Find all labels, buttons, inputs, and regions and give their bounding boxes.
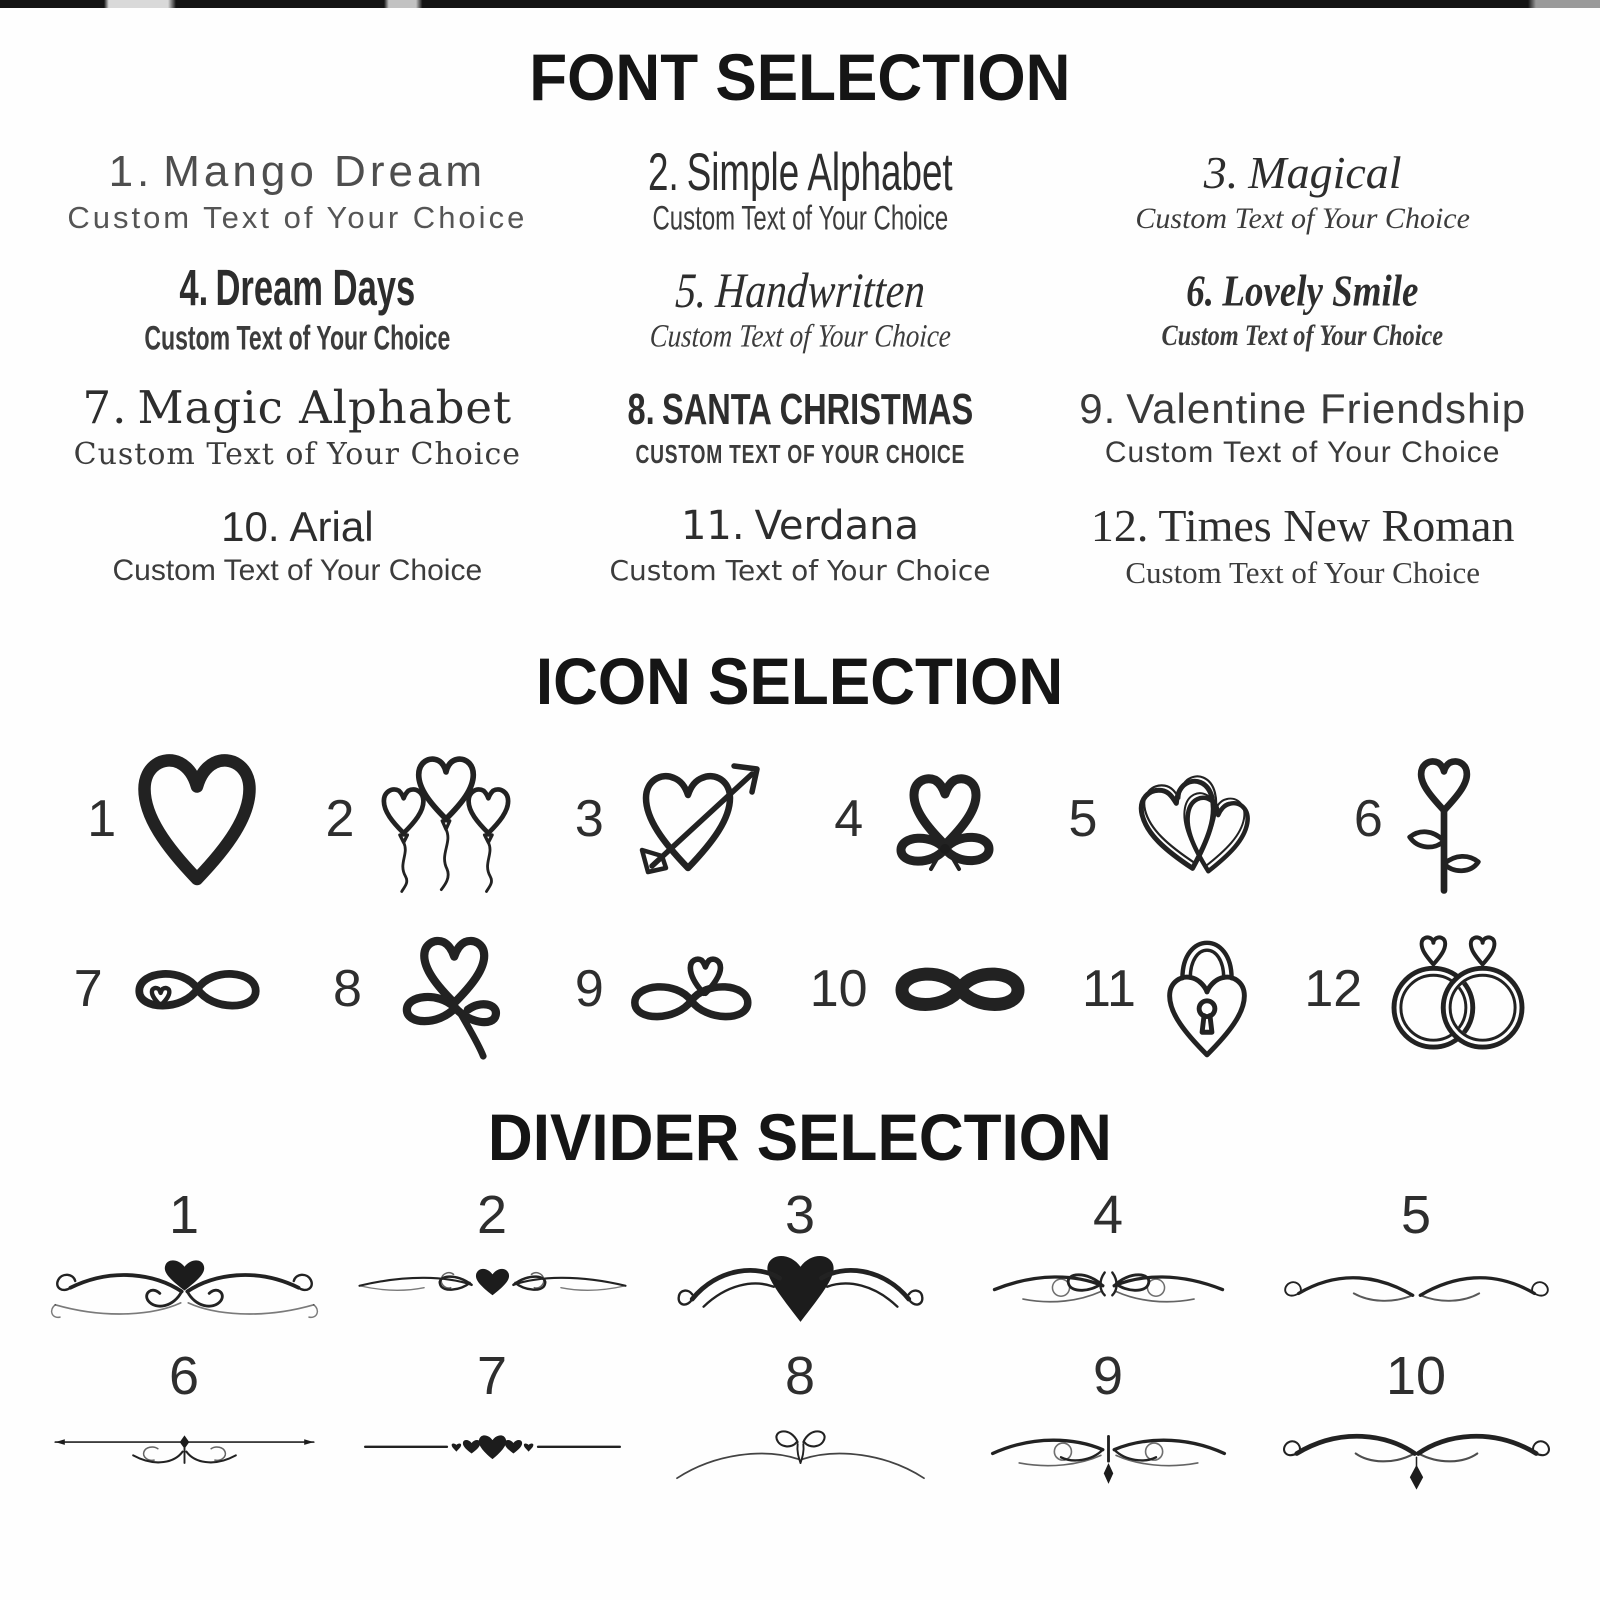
font-name: 3. Magical xyxy=(1203,146,1402,198)
divider-number: 4 xyxy=(1092,1185,1124,1245)
flourish-diamond-divider-icon xyxy=(966,1407,1251,1499)
font-number: 7. xyxy=(82,380,128,434)
font-name: 2. Simple Alphabet xyxy=(647,141,953,202)
double-swirl-divider-icon xyxy=(966,1245,1251,1337)
hearts-line-divider-icon xyxy=(350,1407,635,1499)
icon-option-1 xyxy=(87,744,266,894)
divider-number: 5 xyxy=(1400,1185,1432,1245)
font-name: 7. Magic Alphabet xyxy=(82,380,513,434)
divider-option-9 xyxy=(966,1347,1251,1498)
icon-number: 6 xyxy=(1353,790,1383,848)
font-number: 12. xyxy=(1090,499,1149,551)
divider-option-6 xyxy=(42,1347,327,1498)
font-sample: Custom Text of Your Choice xyxy=(1104,436,1501,470)
icon-option-10 xyxy=(810,949,1040,1029)
font-option-1 xyxy=(46,136,549,248)
icon-number: 4 xyxy=(834,790,864,848)
icon-option-4 xyxy=(834,749,1015,889)
infinity-small-heart-icon xyxy=(115,945,280,1033)
icon-number: 11 xyxy=(1082,960,1136,1018)
font-name: 10. Arial xyxy=(221,502,374,550)
icon-option-2 xyxy=(326,739,527,899)
divider-option-5 xyxy=(1274,1186,1559,1337)
font-sample: Custom Text of Your Choice xyxy=(1161,319,1444,353)
font-name: 12. Times New Roman xyxy=(1090,499,1515,551)
divider-number: 7 xyxy=(476,1346,508,1407)
icon-grid xyxy=(0,738,1600,1064)
heart-infinity-swirl-icon xyxy=(374,914,519,1064)
divider-option-7 xyxy=(350,1347,635,1498)
flourish-heart-divider-icon xyxy=(350,1245,635,1337)
font-number: 1. xyxy=(108,146,154,196)
font-name: 9. Valentine Friendship xyxy=(1079,384,1527,432)
divider-number: 9 xyxy=(1092,1346,1124,1407)
font-name: 4. Dream Days xyxy=(179,260,416,317)
font-option-7 xyxy=(46,372,549,484)
font-sample: Custom Text of Your Choice xyxy=(144,318,451,357)
divider-option-1 xyxy=(42,1186,327,1337)
icon-option-7 xyxy=(74,945,280,1033)
icon-number: 12 xyxy=(1304,960,1363,1018)
divider-option-10 xyxy=(1274,1347,1559,1498)
font-grid xyxy=(0,136,1600,602)
icon-option-3 xyxy=(575,744,776,894)
divider-number: 2 xyxy=(476,1185,508,1245)
font-name: 1. Mango Dream xyxy=(108,146,487,196)
icon-option-6 xyxy=(1354,738,1493,900)
font-option-3 xyxy=(1051,136,1554,248)
heart-infinity-bow-icon xyxy=(875,749,1015,889)
font-name: 8. SANTA CHRISTMAS xyxy=(627,385,973,435)
font-number: 11. xyxy=(680,503,745,550)
divider-number: 10 xyxy=(1385,1346,1447,1407)
top-edge-bar xyxy=(0,0,1600,8)
swirl-heart-divider-icon xyxy=(42,1245,327,1337)
icon-option-5 xyxy=(1069,744,1280,894)
icon-option-12 xyxy=(1304,925,1542,1053)
heart-rings-icon xyxy=(1374,925,1542,1053)
icon-number: 3 xyxy=(574,790,604,848)
font-number: 9. xyxy=(1079,384,1117,432)
font-sample: Custom Text of Your Choice xyxy=(1135,202,1470,236)
font-sample: Custom Text of Your Choice xyxy=(73,437,522,473)
font-option-9 xyxy=(1051,372,1554,484)
font-option-5 xyxy=(549,254,1052,366)
divider-grid xyxy=(0,1186,1600,1499)
heart-flower-icon xyxy=(1395,738,1493,900)
font-number: 8. xyxy=(627,385,655,435)
font-sample: Custom Text of Your Choice xyxy=(652,199,948,238)
heart-arrow-icon xyxy=(616,744,776,894)
icon-number: 10 xyxy=(809,960,868,1018)
heart-outline-icon xyxy=(128,744,266,894)
font-sample: Custom Text of Your Choice xyxy=(112,554,483,588)
font-option-4 xyxy=(46,254,549,366)
infinity-icon xyxy=(880,949,1040,1029)
bold-flourish-diamond-divider-icon xyxy=(1274,1407,1559,1499)
divider-number: 8 xyxy=(784,1346,816,1407)
divider-number: 6 xyxy=(168,1346,200,1407)
font-option-2 xyxy=(549,136,1052,248)
font-name: 6. Lovely Smile xyxy=(1186,265,1419,316)
font-number: 4. xyxy=(179,260,209,317)
icon-section-title: ICON SELECTION xyxy=(536,644,1064,718)
font-number: 5. xyxy=(673,262,708,318)
icon-option-9 xyxy=(575,942,776,1037)
font-number: 3. xyxy=(1203,146,1239,198)
font-sample: Custom Text of Your Choice xyxy=(648,318,952,355)
font-name: 11. Verdana xyxy=(680,503,919,550)
icon-number: 8 xyxy=(333,960,362,1018)
font-option-11 xyxy=(549,490,1052,602)
heart-balloons-icon xyxy=(366,739,526,899)
font-name: 5. Handwritten xyxy=(673,262,927,318)
divider-number: 3 xyxy=(784,1185,816,1245)
divider-option-2 xyxy=(350,1186,635,1337)
font-section-title: FONT SELECTION xyxy=(529,40,1071,114)
font-number: 10. xyxy=(221,502,280,550)
font-option-10 xyxy=(46,490,549,602)
font-sample: Custom Text of Your Choice xyxy=(609,553,991,587)
curl-arc-divider-icon xyxy=(658,1407,943,1499)
divider-number: 1 xyxy=(168,1185,200,1245)
icon-option-11 xyxy=(1082,915,1266,1063)
divider-option-3 xyxy=(658,1186,943,1337)
heart-padlock-icon xyxy=(1148,915,1266,1063)
line-flourish-divider-icon xyxy=(42,1407,327,1499)
infinity-heart-top-icon xyxy=(616,942,776,1037)
two-sketch-hearts-icon xyxy=(1109,744,1279,894)
heart-wings-divider-icon xyxy=(658,1245,943,1337)
divider-section-title: DIVIDER SELECTION xyxy=(488,1100,1112,1174)
divider-option-4 xyxy=(966,1186,1251,1337)
font-number: 2. xyxy=(647,141,679,202)
font-sample: CUSTOM TEXT OF YOUR CHOICE xyxy=(635,438,965,469)
icon-number: 5 xyxy=(1068,790,1098,848)
icon-number: 1 xyxy=(87,790,117,848)
font-sample: Custom Text of Your Choice xyxy=(67,200,528,236)
font-option-8 xyxy=(549,372,1052,484)
font-sample: Custom Text of Your Choice xyxy=(1125,555,1480,591)
divider-option-8 xyxy=(658,1347,943,1498)
icon-number: 7 xyxy=(73,960,103,1018)
icon-number: 9 xyxy=(574,960,604,1018)
icon-number: 2 xyxy=(325,790,355,848)
icon-option-8 xyxy=(333,914,519,1064)
open-swirl-divider-icon xyxy=(1274,1245,1559,1337)
font-number: 6. xyxy=(1186,265,1215,316)
font-option-6 xyxy=(1051,254,1554,366)
font-option-12 xyxy=(1051,490,1554,602)
